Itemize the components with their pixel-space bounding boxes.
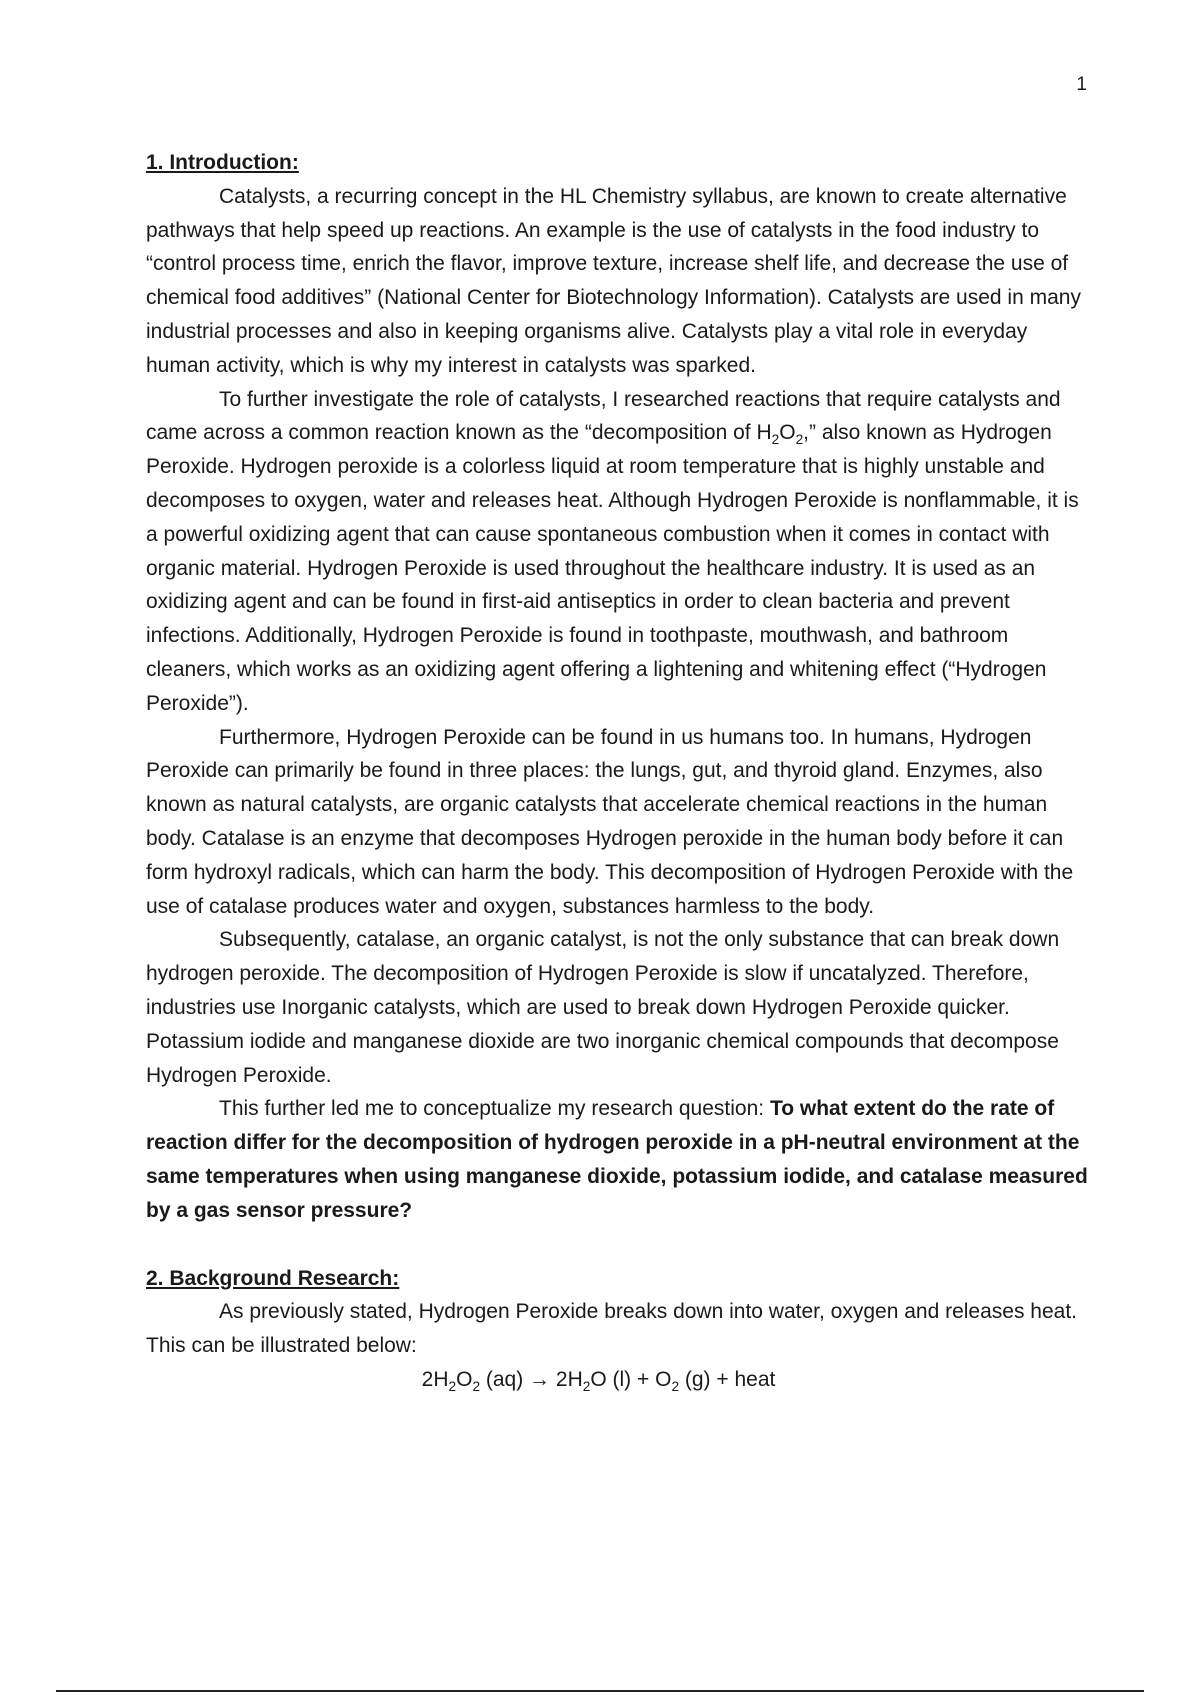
intro-p2-text-a: To further investigate the role of catalysts, I researched reactions that require catalysts and came across a common reaction known as the “decomposition of H [146, 387, 1061, 445]
subscript: 2 [582, 1379, 591, 1395]
introduction-heading: 1. Introduction: [146, 151, 299, 174]
research-question: To what extent do the rate of reaction differ for the decomposition of hydrogen peroxide in a pH-neutral environment at the same temperatures when using manganese dioxide, potassium iodide, and catalase measured by a gas sensor pressure? [146, 1097, 1088, 1222]
intro-paragraph-5 [146, 1092, 1091, 1227]
intro-p2-text-b: O [779, 421, 796, 445]
background-heading: 2. Background Research: [146, 1266, 400, 1290]
subscript: 2 [771, 432, 780, 448]
section-spacer [146, 1228, 1091, 1262]
intro-paragraph-4: Subsequently, catalase, an organic catalyst, is not the only substance that can break down hydrogen peroxide. The decomposition of Hydrogen Peroxide is slow if uncatalyzed. Therefore, industries use Inorganic catalysts, which are used to break down Hydrogen Peroxide quicker. Potassium iodide and manganese dioxide are two inorganic chemical compounds that decompose Hydrogen Peroxide. [146, 928, 1060, 1087]
subscript: 2 [448, 1379, 457, 1395]
equation-term: (aq) → 2H [480, 1367, 583, 1391]
page-number: 1 [1076, 74, 1087, 95]
subscript: 2 [671, 1379, 680, 1395]
equation-term: O [456, 1367, 473, 1391]
background-paragraph-1: As previously stated, Hydrogen Peroxide breaks down into water, oxygen and releases heat. This can be illustrated below: [146, 1300, 1077, 1358]
subscript: 2 [795, 432, 804, 448]
subscript: 2 [472, 1379, 481, 1395]
document-body [146, 146, 1091, 1397]
footer-divider [56, 1690, 1144, 1692]
equation-term: O (l) + O [590, 1367, 672, 1391]
intro-paragraph-3: Furthermore, Hydrogen Peroxide can be found in us humans too. In humans, Hydrogen Peroxide can primarily be found in three places: the lungs, gut, and thyroid gland. Enzymes, also known as natural catalysts, are organic catalysts that accelerate chemical reactions in the human body. Catalase is an enzyme that decomposes Hydrogen peroxide in the human body before it can form hydroxyl radicals, which can harm the body. This decomposition of Hydrogen Peroxide with the use of catalase produces water and oxygen, substances harmless to the body. [146, 725, 1074, 918]
equation-term: 2H [421, 1367, 449, 1391]
intro-p2-text-c: ,” also known as Hydrogen Peroxide. Hydrogen peroxide is a colorless liquid at room temperature that is highly unstable and decomposes to oxygen, water and releases heat. Although Hydrogen Peroxide is nonflammable, it is a powerful oxidizing agent that can cause spontaneous combustion when it comes in contact with organic material. Hydrogen Peroxide is used throughout the healthcare industry. It is used as an oxidizing agent and can be found in first-aid antiseptics in order to clean bacteria and prevent infections. Additionally, Hydrogen Peroxide is found in toothpaste, mouthwash, and bathroom cleaners, which works as an oxidizing agent offering a lightening and whitening effect (“Hydrogen Peroxide”). [146, 421, 1079, 715]
research-question-lead: This further led me to conceptualize my research question: [219, 1097, 770, 1121]
intro-paragraph-2 [146, 383, 1091, 721]
equation-term: (g) + heat [679, 1367, 776, 1391]
decomposition-equation [146, 1363, 1091, 1397]
intro-paragraph-1: Catalysts, a recurring concept in the HL Chemistry syllabus, are known to create alternative pathways that help speed up reactions. An example is the use of catalysts in the food industry to “control process time, enrich the flavor, improve texture, increase shelf life, and decrease the use of chemical food additives” (National Center for Biotechnology Information). Catalysts are used in many industrial processes and also in keeping organisms alive. Catalysts play a vital role in everyday human activity, which is why my interest in catalysts was sparked. [146, 184, 1081, 377]
